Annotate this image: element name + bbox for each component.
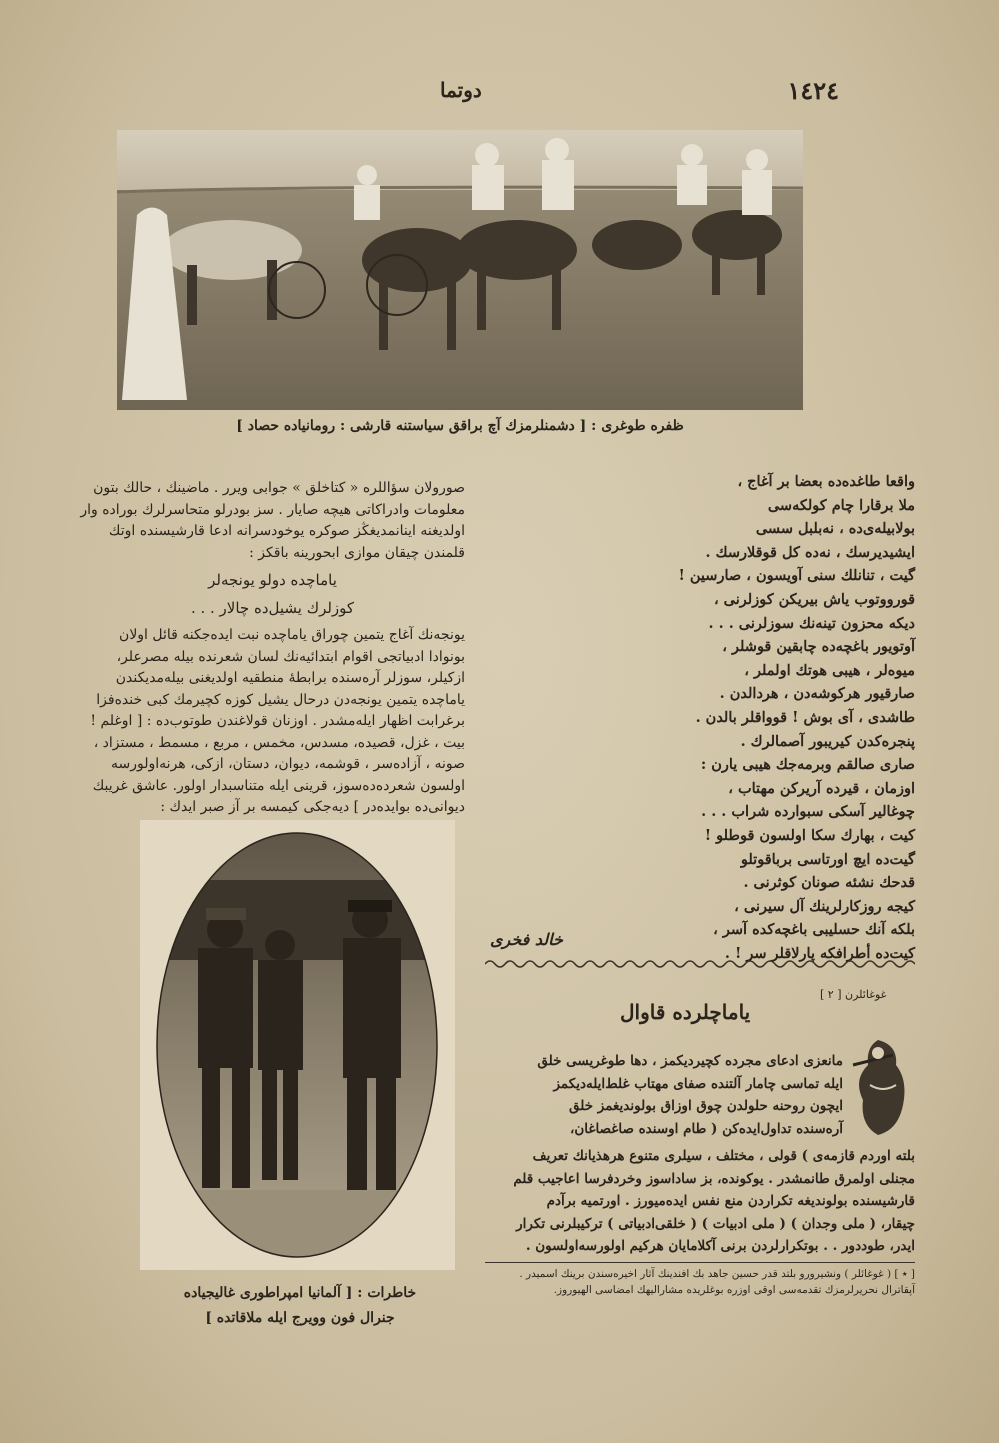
oval-photo-caption-line2: جنرال فون وویرج ایله ملاقاتده ] xyxy=(205,1310,395,1326)
text-line: مانعزی ادعای مجرده کچیردیکمز ، دها طوغریسی خلق xyxy=(537,1053,843,1069)
section-title: یاماچلرده قاوال xyxy=(620,1000,751,1024)
poem-line: بولابیله‌ی‌ده ، نه‌بلبل سسی xyxy=(755,520,915,538)
left-para-2: یونجه‌نك آغاج یتمین چوراق یاماچده نبت ایده‌جکنه قائل اولان بونوادا ادبیاتجی اقوام ابتدائیه‌نك لسان شعرنده بیله مصرعلر، ازكیلر، سوزلر آره‌سنده برابطهٔ منطقیه اولدیغنی بیله‌مدیكندن یاماچده یتمین یونجه‌دن درحال یشیل کوزه کچیرمك کبی خنده‌فزا برغرابت اظهار ایله‌مشدر . اوزنان قولاغندن طوتوب‌ده : [ اوغلم ! بیت ، غزل، قصیده، مسدس، مخمس ، مربع ، مسمط ، مستزاد ، صونه ، آزاده‌سر ، قوشمه، دیوان، دستان، ازکی، هرنه‌اولورسه اولسون شعرده‌ده‌سوز، قرینی ایله متناسبدار اولور. عاشق غریبك دیوانی‌ده بوایده‌در ] دیه‌جکی کیمسه بر آز صبر ایدك : xyxy=(90,627,465,815)
poem-line: اوزمان ، قیرده آریركن مهتاب ، xyxy=(728,779,915,797)
officers-photo xyxy=(140,820,455,1270)
shepherd-vignette xyxy=(848,1035,918,1140)
oval-photo-caption-line1: خاطرات : [ آلمانیا امپراطوری غالیجیاده xyxy=(183,1285,417,1301)
poem-signature: خالد فخری xyxy=(490,930,563,949)
page-header xyxy=(0,70,999,110)
text-line: ایچون روحنه حلولدن چوق اوزاق بولوندیغمز خلق xyxy=(569,1098,843,1115)
text-line: بلته اوردم قازمه‌ی ) قولی ، مختلف ، سیلری متنوع هرهذیانك تعریف xyxy=(532,1148,915,1164)
poem-line: گیت‌ده ایچ اورتاسی برباقوتلو xyxy=(740,850,915,868)
poem-line: صارقیور هركوشه‌دن ، هردالدن . xyxy=(719,685,915,703)
poem-line: میوه‌لر ، هیبی هوتك اولملر ، xyxy=(744,661,915,679)
page-number: ١٤٢٤ xyxy=(787,76,839,105)
harvest-photo-art xyxy=(117,130,803,410)
oval-photo-frame xyxy=(140,820,455,1270)
text-line: ایله تماسی چامار آلتنده صفای مهتاب غلط‌ایله‌دیكمز xyxy=(553,1075,843,1092)
poem-line: كیجه روزكارلرینك آل سیرنی ، xyxy=(734,897,915,915)
text-line: مجنلی اولمرق طانمشدر . یوكونده، بز ساداسوز وخردفرسا اعاجیب قلم xyxy=(513,1170,915,1187)
poem-line: پنجره‌كدن كیریبور آصمالرك . xyxy=(740,732,915,750)
verse-line-1: یاماچده دولو یونجه‌لر xyxy=(208,571,337,589)
poem-column xyxy=(575,470,915,965)
text-line: قارشیسنده بولوندیغه تكراردن منع نفس ایده‌میورز . اورتمیه برآدم xyxy=(546,1193,915,1210)
text-line: ایدر، طوددور . . بوتكرارلردن برنی آكلامایان هركیم اولورسه‌اولسون . xyxy=(525,1238,915,1255)
harvest-photo-caption: ظفره طوغری : [ دشمنلرمزك آچ براقق سیاستنه قارشی : رومانیاده حصاد ] xyxy=(236,418,684,434)
poem-line: بلكه آنك حسلیبی باغچه‌كده آسر ، xyxy=(713,921,915,939)
poem-line: گیت ، تنانلك سنی آویسون ، صارسین ! xyxy=(678,567,915,585)
poem-line: قورووتوب یاش بیریكن كوزلرنی ، xyxy=(713,590,915,608)
section-intro-indented xyxy=(485,1050,843,1140)
poem-line: طاشدی ، آی بوش ! قوواقلر بالدن . xyxy=(695,708,915,726)
poem-line: آوتویور باغچه‌ده چابقین قوشلر ، xyxy=(722,638,915,656)
poem-line: چوغالیر آسكی سبوارده شراب . . . xyxy=(701,803,915,821)
poem-line: واقعا طاغده‌ده بعضا بر آغاج ، xyxy=(737,473,915,490)
verse-line-2: کوزلرك یشیل‌ده چالار . . . xyxy=(190,598,355,617)
harvest-photo xyxy=(117,130,803,410)
poem-line: ملا برقارا چام كولكه‌سی xyxy=(767,496,915,514)
running-title: دوتما xyxy=(440,78,482,102)
left-para-1: صورولان سؤاللره « كتاخلق » جوابی ویرر . ماضینك ، حالك بتون معلومات وادراكاتی هیچه صایار . سز بودرلو متحاسرلرك بوراده وار اولدیغنه اینانمدیغڭز صوكره یوخودسرانه ادعا قارشیسنده اوتك قلمندن چیقان موازی ابحورینه باقكز : xyxy=(80,480,465,561)
section-footnote-ref: غوغائلرن [ ٢ ] xyxy=(820,988,887,1001)
wavy-divider xyxy=(485,957,915,971)
poem-line: دیكه محزون تینه‌نك سوزلرنی . . . xyxy=(708,614,915,632)
poem-line: صاری صالقم وبرمه‌جك هیبی یارن : xyxy=(700,756,915,774)
text-line: چیقار، ( ملی وجدان ) ( ملی ادبیات ) ( خلقی‌ادبیاتی ) تركیبلرنی تكرار xyxy=(516,1215,915,1232)
left-column xyxy=(80,478,465,819)
poem-line: قدحك نشئه صونان كوثرنی . xyxy=(743,874,915,892)
poem-line: كیت‌ده أطرافكه پارلاقلر سر ! . xyxy=(724,944,915,962)
text-line: آره‌سنده تداول‌ایده‌كن ( طام اوسنده صاغصاغان، xyxy=(570,1120,843,1137)
section-footnote: [ ٭ ] ( غوغائلر ) ونشیرورو بلتد قدر حسین جاهد بك افندینك آثار اخیره‌سندن برینك اسمیدر . آپقاترال نحریرلرمزك تقدمه‌سی اوقی اوزره بوغلریده مشارالیهك امضاسی الهیوروز. xyxy=(519,1268,915,1296)
footnote-rule xyxy=(485,1262,915,1263)
poem-line: كیت ، بهارك سكا اولسون قوطلو ! xyxy=(704,826,915,844)
poem-line: ایشیدیرسك ، نه‌ده كل قوقلارسك . xyxy=(705,543,915,561)
section-body xyxy=(485,1145,915,1258)
